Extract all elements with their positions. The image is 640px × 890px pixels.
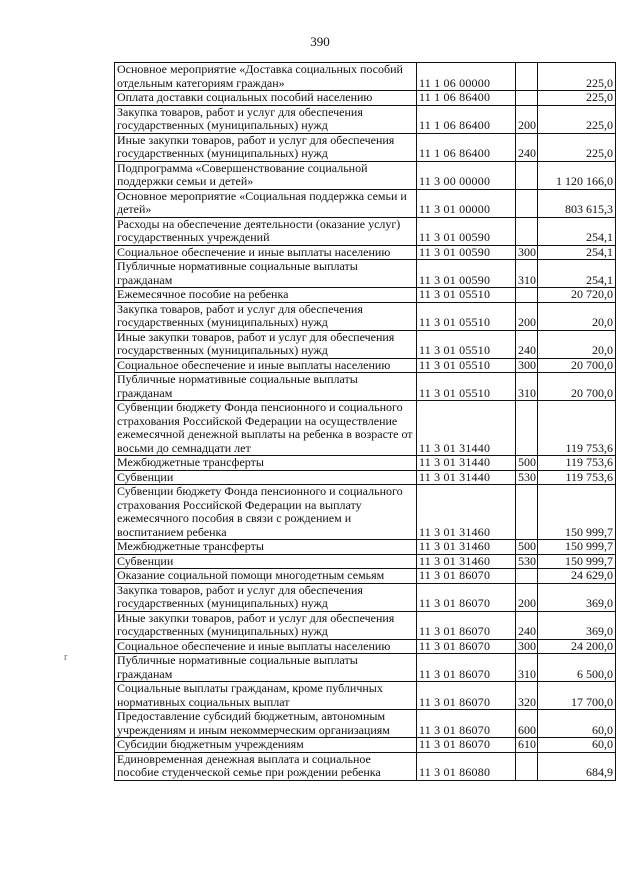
row-expense-type-cell: 320 <box>516 682 538 710</box>
row-amount-cell: 119 753,6 <box>538 401 616 456</box>
row-name-cell: Предоставление субсидий бюджетным, автономным учреждениям и иным некоммерческим организациям <box>115 710 417 738</box>
table-row <box>115 470 616 485</box>
row-name-cell: Ежемесячное пособие на ребенка <box>115 288 417 303</box>
table-row <box>115 91 616 106</box>
row-name-cell: Закупка товаров, работ и услуг для обеспечения государственных (муниципальных) нужд <box>115 105 417 133</box>
row-amount-cell: 60,0 <box>538 738 616 753</box>
table-row <box>115 752 616 780</box>
row-name-cell: Основное мероприятие «Доставка социальных пособий отдельным категориям граждан» <box>115 63 417 91</box>
row-name-cell: Публичные нормативные социальные выплаты гражданам <box>115 260 417 288</box>
row-code-cell: 11 3 01 31440 <box>417 456 516 471</box>
row-expense-type-cell: 500 <box>516 540 538 555</box>
row-amount-cell: 150 999,7 <box>538 540 616 555</box>
row-amount-cell: 225,0 <box>538 63 616 91</box>
row-name-cell: Межбюджетные трансферты <box>115 540 417 555</box>
row-expense-type-cell <box>516 752 538 780</box>
row-code-cell: 11 3 01 05510 <box>417 302 516 330</box>
row-amount-cell: 1 120 166,0 <box>538 161 616 189</box>
row-code-cell: 11 3 01 00590 <box>417 260 516 288</box>
row-code-cell: 11 3 01 05510 <box>417 373 516 401</box>
row-code-cell: 11 3 01 86070 <box>417 583 516 611</box>
row-code-cell: 11 3 01 05510 <box>417 288 516 303</box>
table-row <box>115 710 616 738</box>
table-row <box>115 583 616 611</box>
row-expense-type-cell <box>516 288 538 303</box>
row-name-cell: Социальное обеспечение и иные выплаты населению <box>115 639 417 654</box>
row-code-cell: 11 1 06 00000 <box>417 63 516 91</box>
row-name-cell: Публичные нормативные социальные выплаты гражданам <box>115 373 417 401</box>
row-code-cell: 11 3 01 86070 <box>417 654 516 682</box>
row-code-cell: 11 3 01 86080 <box>417 752 516 780</box>
row-code-cell: 11 3 01 86070 <box>417 569 516 584</box>
row-expense-type-cell: 310 <box>516 373 538 401</box>
row-name-cell: Иные закупки товаров, работ и услуг для обеспечения государственных (муниципальных) нужд <box>115 133 417 161</box>
row-code-cell: 11 3 01 31460 <box>417 485 516 540</box>
row-amount-cell: 150 999,7 <box>538 554 616 569</box>
table-row <box>115 161 616 189</box>
row-amount-cell: 803 615,3 <box>538 189 616 217</box>
row-code-cell: 11 3 01 05510 <box>417 358 516 373</box>
table-row <box>115 288 616 303</box>
table-row <box>115 738 616 753</box>
table-row <box>115 373 616 401</box>
row-expense-type-cell: 310 <box>516 260 538 288</box>
row-expense-type-cell <box>516 485 538 540</box>
row-amount-cell: 60,0 <box>538 710 616 738</box>
row-amount-cell: 254,1 <box>538 260 616 288</box>
row-expense-type-cell: 300 <box>516 639 538 654</box>
row-expense-type-cell: 200 <box>516 583 538 611</box>
row-code-cell: 11 3 01 00590 <box>417 245 516 260</box>
table-row <box>115 245 616 260</box>
table-row <box>115 682 616 710</box>
row-amount-cell: 20 720,0 <box>538 288 616 303</box>
table-row <box>115 330 616 358</box>
row-expense-type-cell <box>516 189 538 217</box>
row-name-cell: Субвенции <box>115 554 417 569</box>
row-name-cell: Иные закупки товаров, работ и услуг для обеспечения государственных (муниципальных) нужд <box>115 611 417 639</box>
row-expense-type-cell: 240 <box>516 611 538 639</box>
row-code-cell: 11 3 01 86070 <box>417 682 516 710</box>
row-code-cell: 11 1 06 86400 <box>417 133 516 161</box>
table-row <box>115 639 616 654</box>
row-expense-type-cell: 600 <box>516 710 538 738</box>
row-amount-cell: 369,0 <box>538 611 616 639</box>
row-amount-cell: 24 200,0 <box>538 639 616 654</box>
table-row <box>115 302 616 330</box>
row-code-cell: 11 3 00 00000 <box>417 161 516 189</box>
row-amount-cell: 6 500,0 <box>538 654 616 682</box>
row-name-cell: Оплата доставки социальных пособий населению <box>115 91 417 106</box>
table-row <box>115 456 616 471</box>
table-row <box>115 63 616 91</box>
row-name-cell: Основное мероприятие «Социальная поддержка семьи и детей» <box>115 189 417 217</box>
row-name-cell: Расходы на обеспечение деятельности (оказание услуг) государственных учреждений <box>115 217 417 245</box>
row-amount-cell: 24 629,0 <box>538 569 616 584</box>
row-name-cell: Субвенции <box>115 470 417 485</box>
row-expense-type-cell: 300 <box>516 245 538 260</box>
table-row <box>115 105 616 133</box>
row-expense-type-cell <box>516 63 538 91</box>
row-amount-cell: 225,0 <box>538 133 616 161</box>
budget-table <box>114 62 616 781</box>
row-code-cell: 11 3 01 00590 <box>417 217 516 245</box>
table-row <box>115 189 616 217</box>
row-code-cell: 11 3 01 31440 <box>417 470 516 485</box>
row-amount-cell: 254,1 <box>538 245 616 260</box>
table-row <box>115 540 616 555</box>
row-name-cell: Иные закупки товаров, работ и услуг для обеспечения государственных (муниципальных) нужд <box>115 330 417 358</box>
row-amount-cell: 369,0 <box>538 583 616 611</box>
row-name-cell: Подпрограмма «Совершенствование социальной поддержки семьи и детей» <box>115 161 417 189</box>
row-expense-type-cell: 240 <box>516 133 538 161</box>
row-amount-cell: 254,1 <box>538 217 616 245</box>
row-expense-type-cell <box>516 569 538 584</box>
table-row <box>115 133 616 161</box>
row-expense-type-cell: 200 <box>516 302 538 330</box>
row-name-cell: Публичные нормативные социальные выплаты гражданам <box>115 654 417 682</box>
row-name-cell: Единовременная денежная выплата и социальное пособие студенческой семье при рождении ребенка <box>115 752 417 780</box>
table-row <box>115 569 616 584</box>
row-name-cell: Социальное обеспечение и иные выплаты населению <box>115 245 417 260</box>
row-expense-type-cell: 610 <box>516 738 538 753</box>
row-code-cell: 11 3 01 00000 <box>417 189 516 217</box>
row-code-cell: 11 3 01 86070 <box>417 710 516 738</box>
row-code-cell: 11 3 01 86070 <box>417 611 516 639</box>
row-code-cell: 11 3 01 86070 <box>417 738 516 753</box>
row-amount-cell: 20 700,0 <box>538 373 616 401</box>
row-expense-type-cell: 240 <box>516 330 538 358</box>
row-code-cell: 11 3 01 86070 <box>417 639 516 654</box>
row-amount-cell: 20 700,0 <box>538 358 616 373</box>
row-name-cell: Социальное обеспечение и иные выплаты населению <box>115 358 417 373</box>
row-expense-type-cell <box>516 91 538 106</box>
table-row <box>115 260 616 288</box>
row-name-cell: Социальные выплаты гражданам, кроме публичных нормативных социальных выплат <box>115 682 417 710</box>
row-code-cell: 11 3 01 31460 <box>417 540 516 555</box>
row-expense-type-cell: 500 <box>516 456 538 471</box>
row-expense-type-cell <box>516 161 538 189</box>
row-code-cell: 11 1 06 86400 <box>417 105 516 133</box>
page-number: 390 <box>310 34 330 49</box>
table-row <box>115 358 616 373</box>
row-name-cell: Субвенции бюджету Фонда пенсионного и социального страхования Российской Федерации на выплату ежемесячного пособия в связи с рождением и воспитанием ребенка <box>115 485 417 540</box>
row-expense-type-cell: 200 <box>516 105 538 133</box>
row-name-cell: Оказание социальной помощи многодетным семьям <box>115 569 417 584</box>
row-code-cell: 11 3 01 31440 <box>417 401 516 456</box>
row-name-cell: Закупка товаров, работ и услуг для обеспечения государственных (муниципальных) нужд <box>115 583 417 611</box>
row-amount-cell: 20,0 <box>538 330 616 358</box>
table-row <box>115 401 616 456</box>
row-expense-type-cell <box>516 401 538 456</box>
row-amount-cell: 119 753,6 <box>538 470 616 485</box>
row-amount-cell: 119 753,6 <box>538 456 616 471</box>
margin-mark: r <box>64 652 68 663</box>
row-expense-type-cell: 530 <box>516 554 538 569</box>
row-code-cell: 11 3 01 31460 <box>417 554 516 569</box>
table-row <box>115 654 616 682</box>
table-row <box>115 554 616 569</box>
table-row <box>115 485 616 540</box>
table-row <box>115 611 616 639</box>
row-name-cell: Субсидии бюджетным учреждениям <box>115 738 417 753</box>
row-amount-cell: 225,0 <box>538 105 616 133</box>
row-amount-cell: 150 999,7 <box>538 485 616 540</box>
row-name-cell: Закупка товаров, работ и услуг для обеспечения государственных (муниципальных) нужд <box>115 302 417 330</box>
row-code-cell: 11 1 06 86400 <box>417 91 516 106</box>
budget-table-body <box>115 63 616 781</box>
row-expense-type-cell: 310 <box>516 654 538 682</box>
row-amount-cell: 225,0 <box>538 91 616 106</box>
row-expense-type-cell: 300 <box>516 358 538 373</box>
row-amount-cell: 684,9 <box>538 752 616 780</box>
row-code-cell: 11 3 01 05510 <box>417 330 516 358</box>
table-row <box>115 217 616 245</box>
row-expense-type-cell <box>516 217 538 245</box>
row-amount-cell: 17 700,0 <box>538 682 616 710</box>
row-name-cell: Субвенции бюджету Фонда пенсионного и социального страхования Российской Федерации на осуществление ежемесячной денежной выплаты на ребенка в возрасте от восьми до семнадцати лет <box>115 401 417 456</box>
row-amount-cell: 20,0 <box>538 302 616 330</box>
row-expense-type-cell: 530 <box>516 470 538 485</box>
row-name-cell: Межбюджетные трансферты <box>115 456 417 471</box>
